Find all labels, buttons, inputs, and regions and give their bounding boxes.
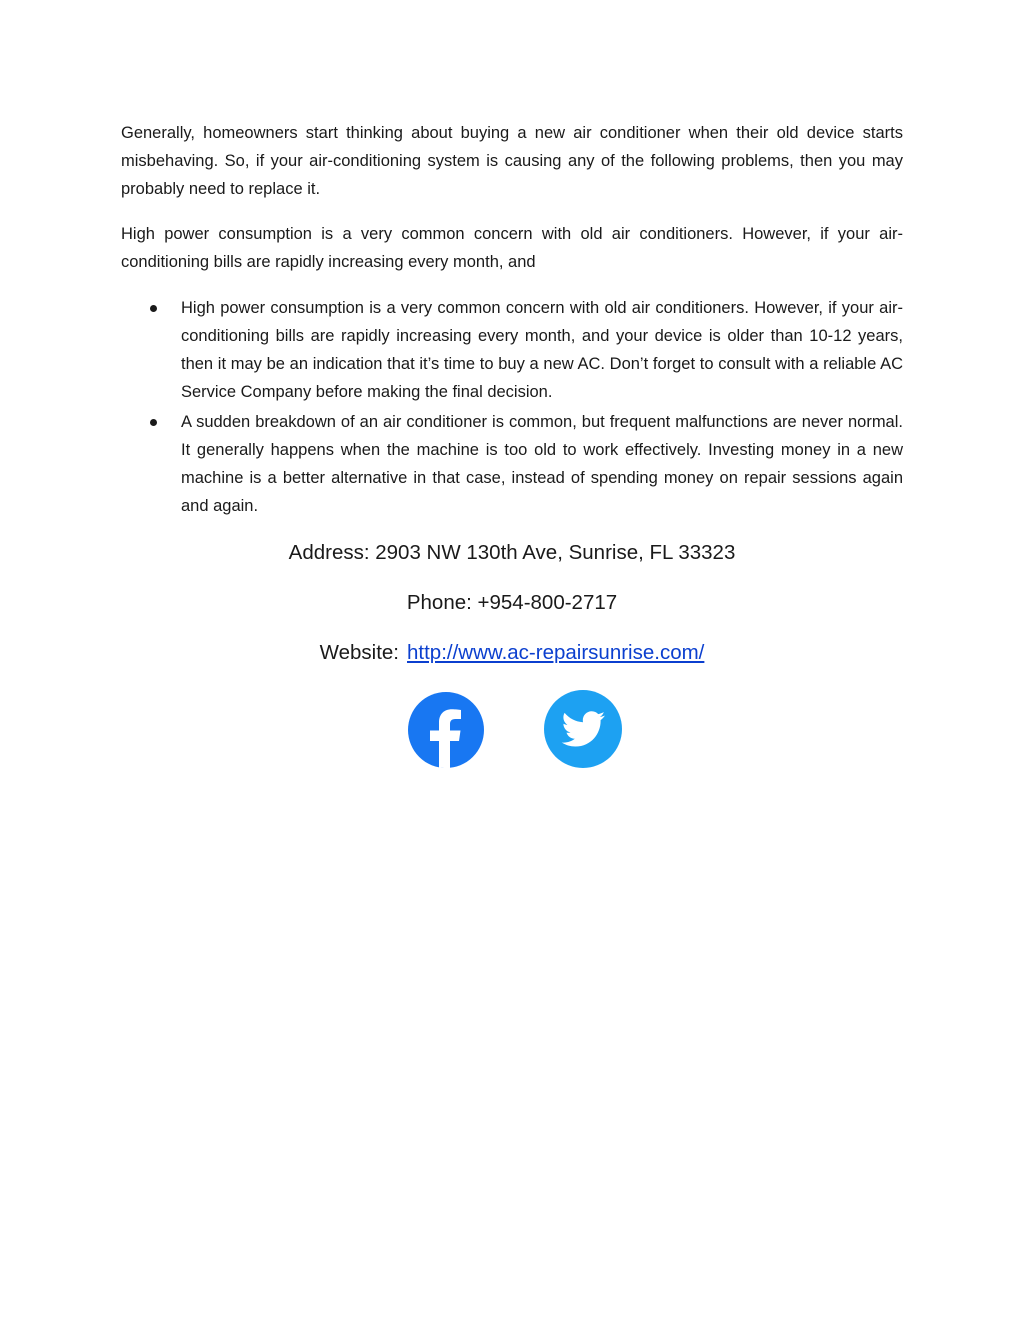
- social-links: [0, 690, 1024, 766]
- contact-address: Address: 2903 NW 130th Ave, Sunrise, FL 33323: [288, 541, 736, 564]
- bullet-icon: [150, 305, 157, 312]
- list-item: [121, 408, 903, 520]
- website-link[interactable]: http://www.ac-repairsunrise.com/: [407, 641, 705, 664]
- list-item: [121, 294, 903, 406]
- contact-phone: Phone: +954-800-2717: [406, 591, 618, 614]
- contact-website: [0, 640, 1024, 666]
- list-item-text: A sudden breakdown of an air conditioner is common, but frequent malfunctions are never normal. It generally happens when the machine is too old to work effectively. Investing money in a new machine is a better alternative in that case, instead of spending money on repair sessions again and again.: [181, 413, 903, 515]
- document-body: [121, 119, 903, 522]
- problems-list: [121, 294, 903, 520]
- twitter-icon[interactable]: [544, 690, 622, 768]
- website-label: Website:: [319, 641, 400, 664]
- bullet-icon: [150, 419, 157, 426]
- list-item-text: High power consumption is a very common concern with old air conditioners. However, if your air-conditioning bills are rapidly increasing every month, and your device is older than 10-12 years, then it may be an indication that it’s time to buy a new AC. Don’t forget to consult with a reliable AC Service Company before making the final decision.: [181, 299, 903, 401]
- power-consumption-paragraph: High power consumption is a very common concern with old air conditioners. However, if your air-conditioning bills are rapidly increasing every month, and: [121, 225, 903, 271]
- facebook-icon[interactable]: [408, 692, 484, 768]
- intro-paragraph: Generally, homeowners start thinking about buying a new air conditioner when their old device starts misbehaving. So, if your air-conditioning system is causing any of the following problems, then you may probably need to replace it.: [121, 124, 903, 198]
